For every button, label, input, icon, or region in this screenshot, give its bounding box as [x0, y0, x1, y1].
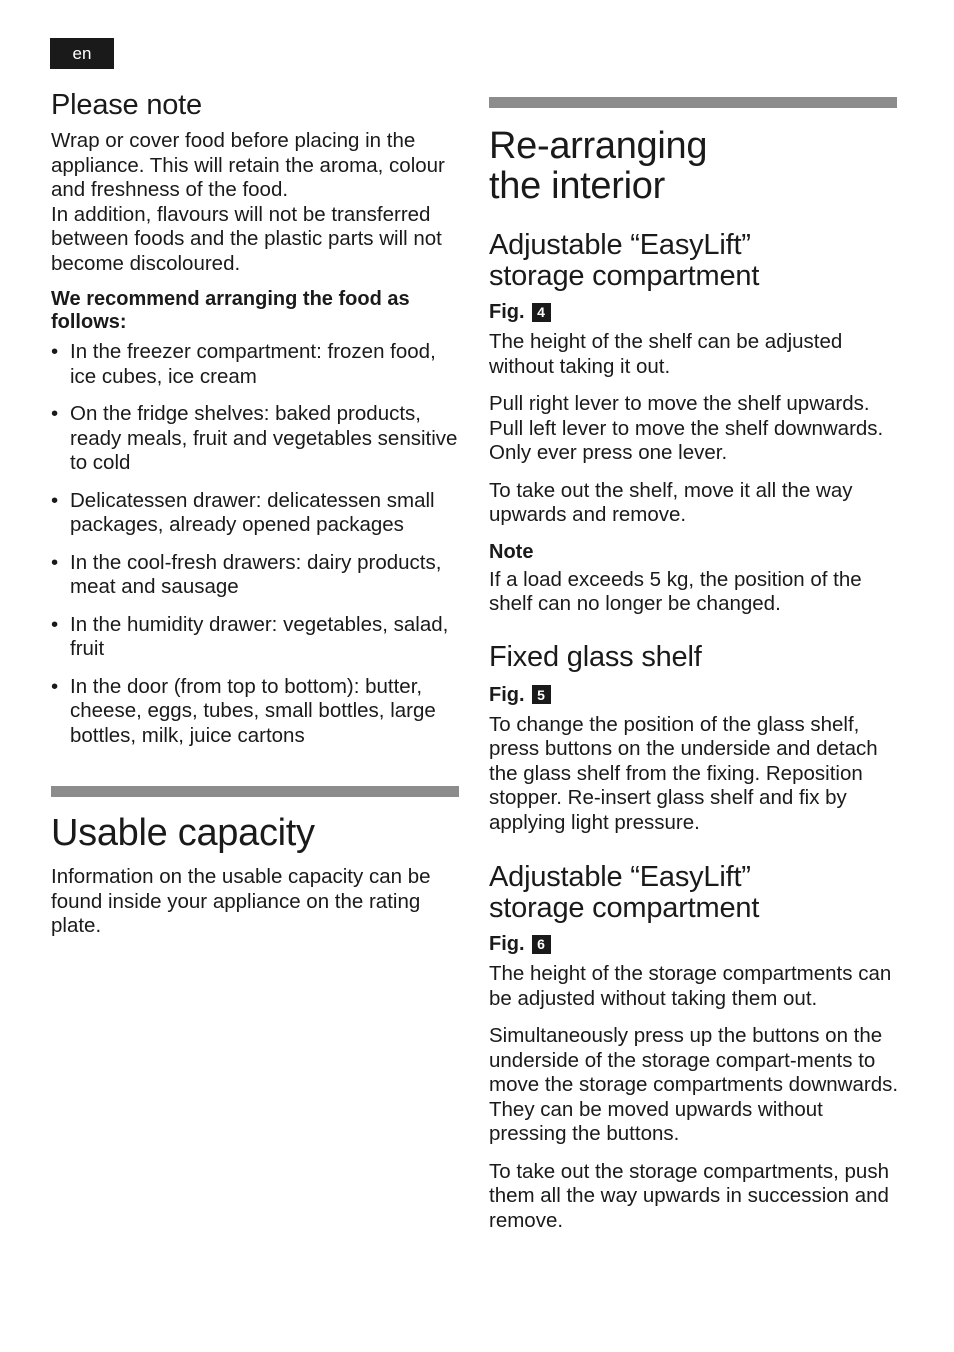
easylift2-para-3: To take out the storage compartments, push them all the way upwards in succession and remove. [489, 1159, 889, 1232]
fig-label: Fig. [489, 301, 525, 323]
list-item: • Delicatessen drawer: delicatessen small packages, already opened packages [51, 489, 466, 538]
note-label: Note [489, 540, 534, 563]
easylift-heading-2-line-1: Adjustable “EasyLift” [489, 861, 751, 893]
fig-label: Fig. [489, 933, 525, 955]
easylift2-para-1: The height of the storage compartments can be adjusted without taking them out. [489, 962, 892, 1010]
please-note-heading: Please note [51, 89, 202, 121]
easylift2-para-2: Simultaneously press up the buttons on the underside of the storage compart-ments to move the storage compartments downwards. They can be moved upwards without pressing the buttons. [489, 1024, 899, 1145]
figure-reference-4 [489, 300, 904, 324]
usable-capacity-text: Information on the usable capacity can be found inside your appliance on the rating plate. [51, 865, 431, 937]
right-column [489, 97, 904, 1233]
list-item: • In the freezer compartment: frozen food, ice cubes, ice cream [51, 340, 466, 389]
fig-label: Fig. [489, 683, 525, 706]
note-text: If a load exceeds 5 kg, the position of the shelf can no longer be changed. [489, 567, 862, 615]
glass-shelf-para: To change the position of the glass shelf, press buttons on the underside and detach the glass shelf from the fixing. Reposition stopper. Re-insert glass shelf and fix by applying light pressure. [489, 712, 878, 834]
easylift1-para-2: Pull right lever to move the shelf upwards. Pull left lever to move the shelf downwards. Only ever press one lever. [489, 392, 884, 464]
please-note-para-1: Wrap or cover food before placing in the appliance. This will retain the aroma, colour and freshness of the food. [51, 129, 445, 201]
list-item: • On the fridge shelves: baked products, ready meals, fruit and vegetables sensitive to cold [51, 402, 466, 476]
fig-number-badge: 6 [532, 935, 551, 954]
rearranging-heading-line-1: Re-arranging [489, 125, 708, 167]
fixed-glass-shelf-heading: Fixed glass shelf [489, 640, 702, 673]
easylift1-para-3: To take out the shelf, move it all the way upwards and remove. [489, 478, 853, 526]
section-divider [489, 97, 897, 108]
left-column [51, 90, 466, 939]
recommend-label: We recommend arranging the food as follows: [51, 288, 410, 333]
easylift1-para-1: The height of the shelf can be adjusted without taking it out. [489, 330, 843, 378]
easylift-heading-1-line-2: storage compartment [489, 260, 760, 292]
fig-number-badge: 4 [532, 303, 551, 322]
rearranging-heading [489, 126, 904, 206]
list-item: • In the door (from top to bottom): butter, cheese, eggs, tubes, small bottles, large bottles, milk, juice cartons [51, 675, 466, 749]
fig-number-badge: 5 [532, 685, 551, 704]
easylift-heading-1 [489, 230, 904, 292]
list-item: • In the humidity drawer: vegetables, salad, fruit [51, 613, 466, 662]
rearranging-heading-line-2: the interior [489, 165, 665, 207]
figure-reference-5 [489, 683, 904, 707]
easylift-heading-2-line-2: storage compartment [489, 892, 760, 924]
easylift-heading-2 [489, 862, 904, 924]
section-divider [51, 786, 459, 797]
figure-reference-6 [489, 932, 904, 956]
please-note-para-2: In addition, flavours will not be transferred between foods and the plastic parts will not become discoloured. [51, 202, 442, 275]
food-arrangement-list [51, 340, 466, 748]
easylift-heading-1-line-1: Adjustable “EasyLift” [489, 229, 751, 261]
usable-capacity-heading: Usable capacity [51, 812, 315, 854]
language-tab: en [50, 38, 114, 69]
list-item: • In the cool-fresh drawers: dairy products, meat and sausage [51, 551, 466, 600]
